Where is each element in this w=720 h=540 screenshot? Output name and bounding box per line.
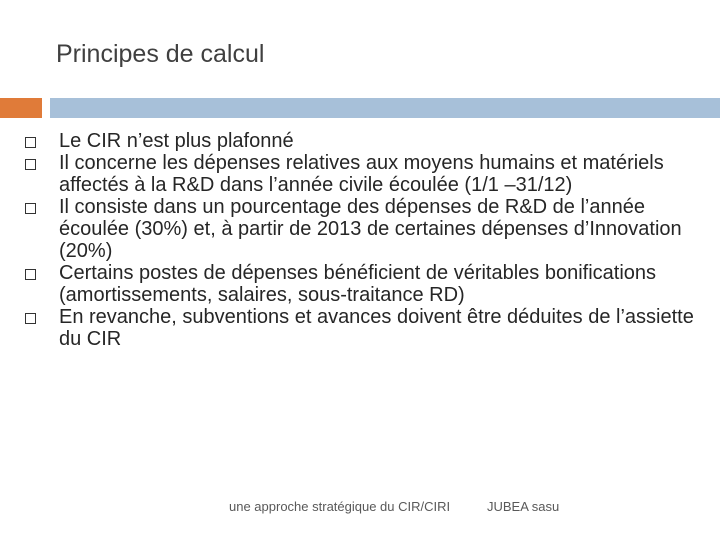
bullet-text: Certains postes de dépenses bénéficient de véritables bonifications (amortissements, salaires, sous-traitance RD) (59, 262, 657, 306)
square-bullet-icon (25, 137, 36, 148)
bullet-item (22, 152, 702, 196)
square-bullet-icon (25, 203, 36, 214)
bullet-item (22, 262, 702, 306)
accent-bar-orange (0, 98, 42, 118)
bullet-text: Il consiste dans un pourcentage des dépenses de R&D de l’année écoulée (30%) et, à partir de 2013 de certaines dépenses d’Innovation (20%) (59, 196, 682, 262)
bullet-item (22, 130, 702, 152)
footer-right-text: JUBEA sasu (487, 499, 560, 514)
square-bullet-icon (25, 159, 36, 170)
footer-left-text: une approche stratégique du CIR/CIRI (229, 499, 451, 514)
square-bullet-icon (25, 313, 36, 324)
bullet-text: En revanche, subventions et avances doivent être déduites de l’assiette du CIR (59, 306, 694, 350)
bullet-text: Il concerne les dépenses relatives aux moyens humains et matériels affectés à la R&D dans l’année civile écoulée (1/1 –31/12) (59, 152, 664, 196)
bullet-list (22, 130, 702, 350)
bullet-item (22, 306, 702, 350)
slide-title: Principes de calcul (56, 40, 265, 68)
accent-bar-blue (50, 98, 720, 118)
bullet-text: Le CIR n’est plus plafonné (59, 130, 294, 152)
square-bullet-icon (25, 269, 36, 280)
bullet-item (22, 196, 702, 262)
